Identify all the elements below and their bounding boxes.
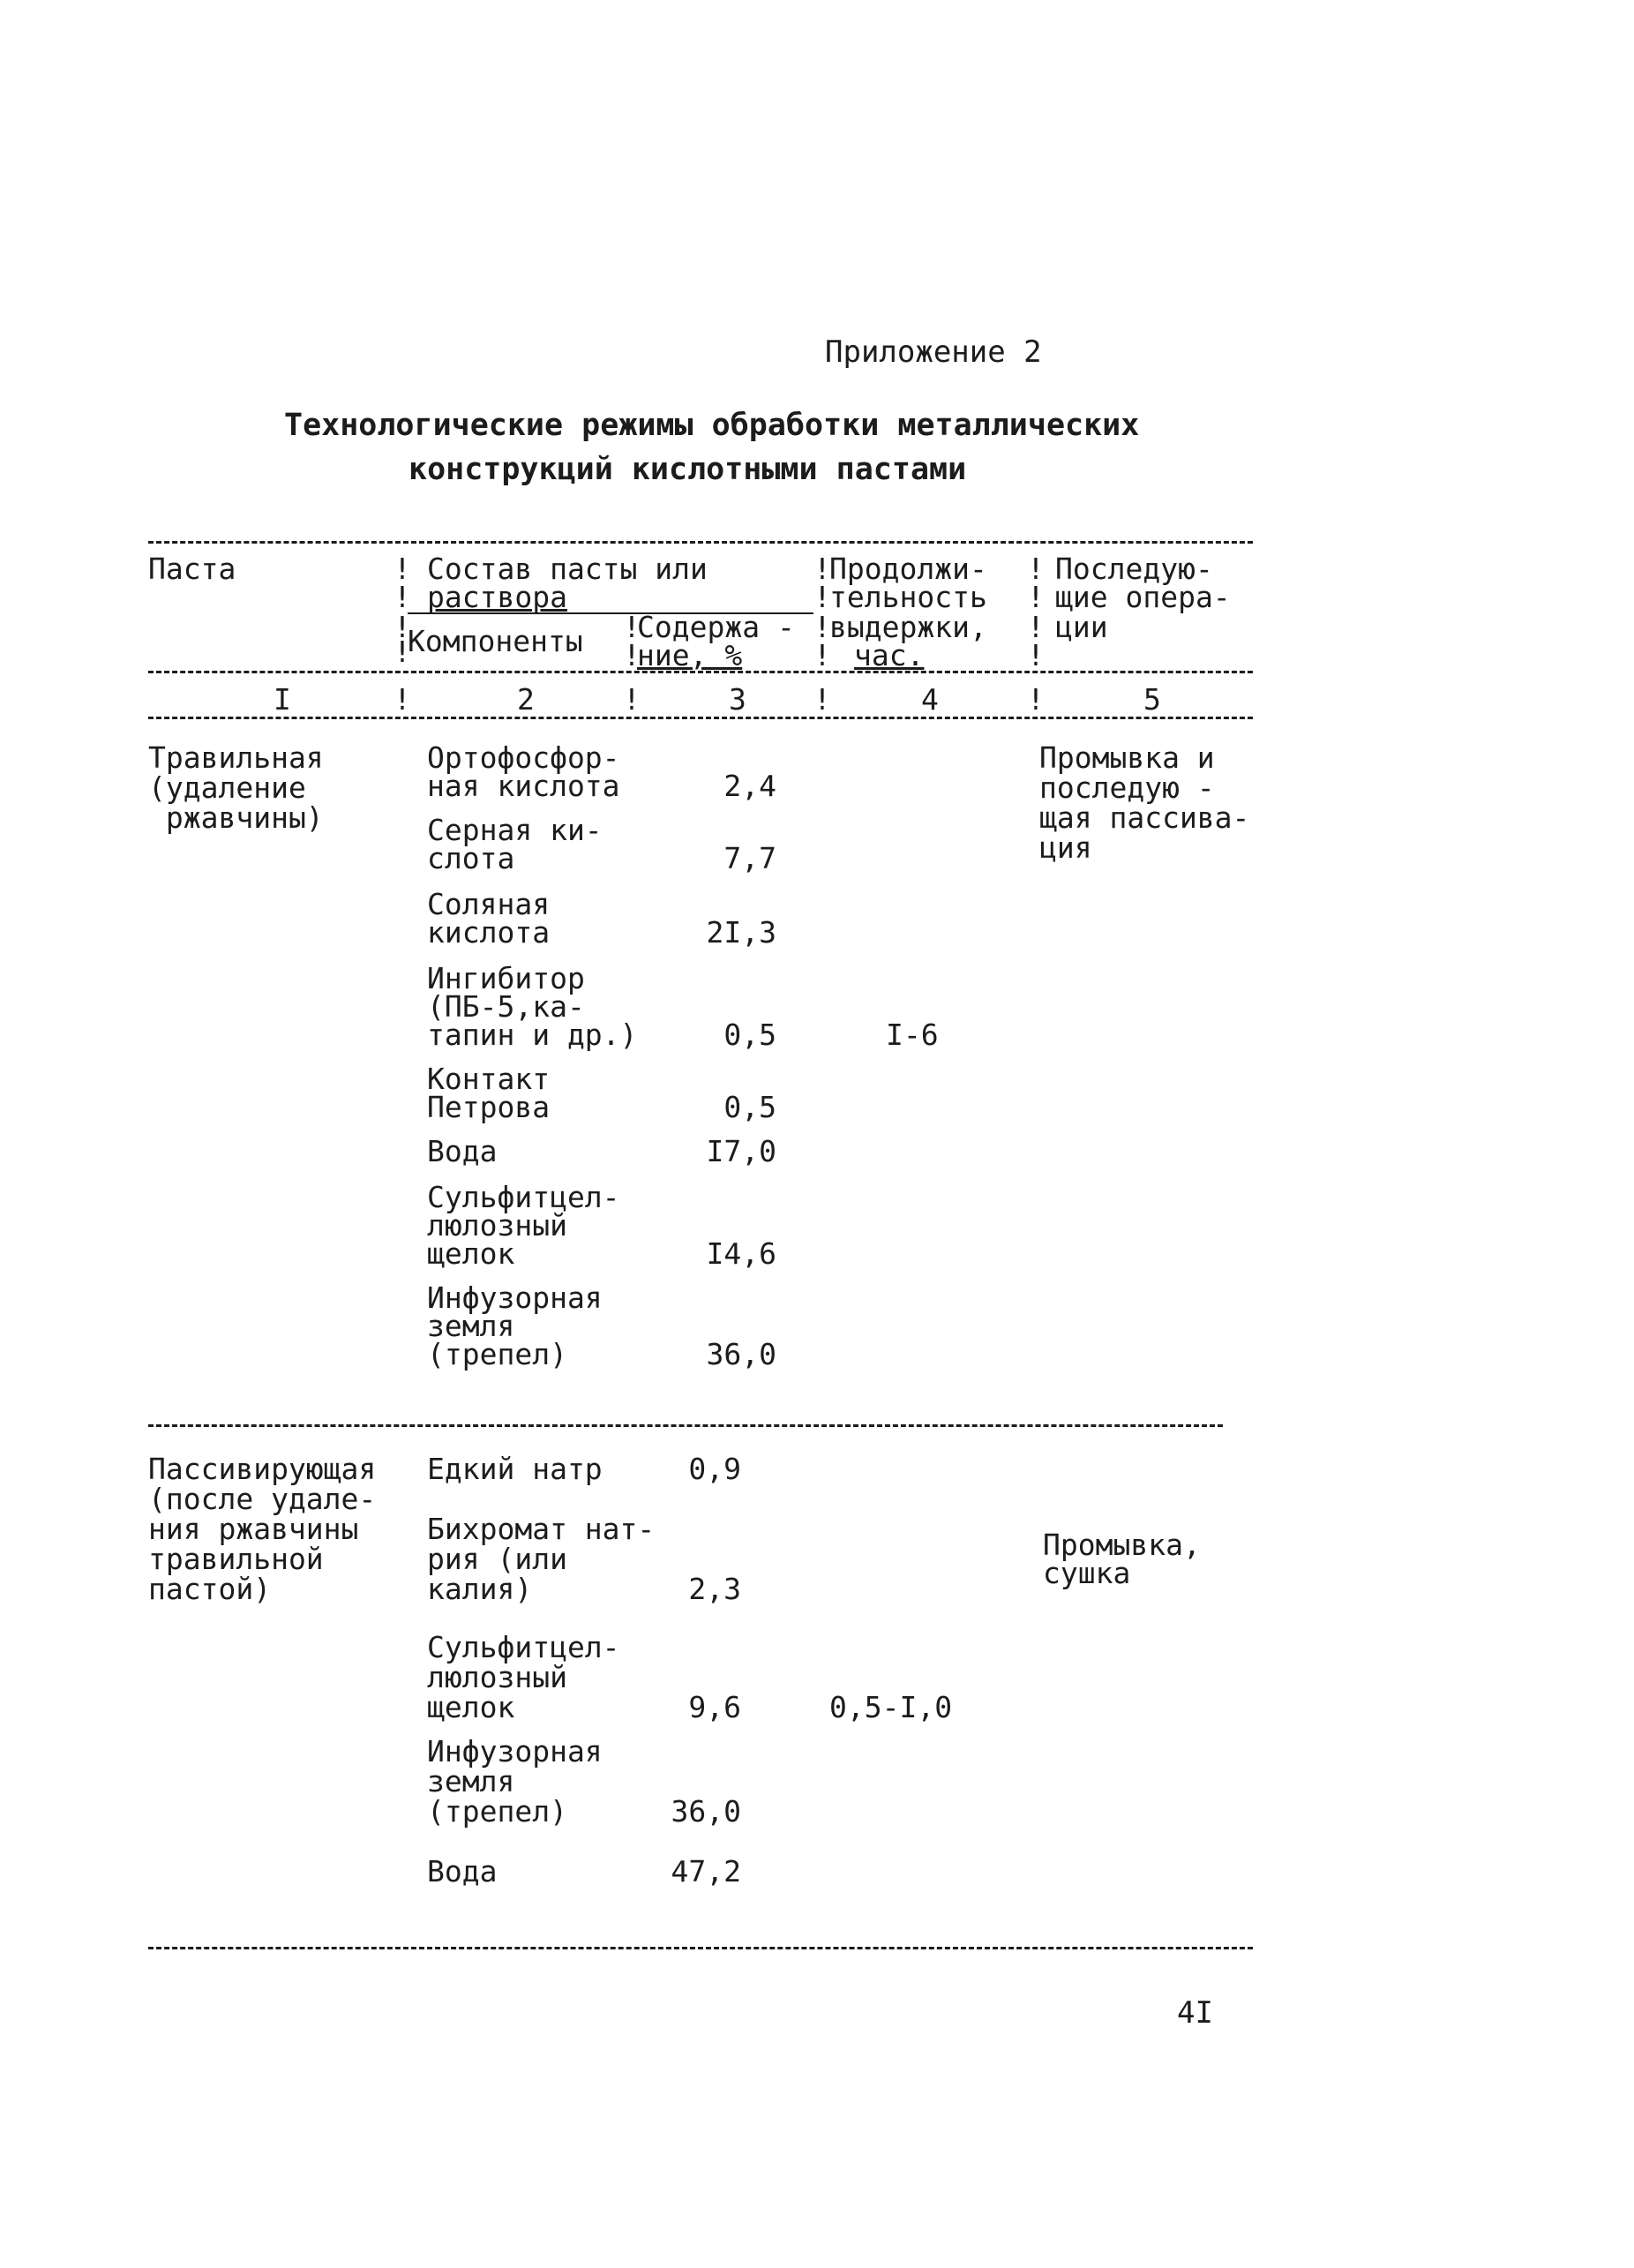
paste-name-line: травильной [148,1542,324,1576]
component-name: Серная ки- [427,813,603,847]
component-name: Вода [427,1854,498,1889]
sep: ! [394,635,411,669]
component-name: калия) [427,1572,533,1606]
sep: ! [623,638,641,672]
duration-value: I-6 [886,1018,939,1052]
component-value: 9,6 [688,1690,741,1724]
component-value: I4,6 [706,1236,776,1271]
top-rule [148,541,1253,544]
component-name: тапин и др.) [427,1018,638,1052]
post-ops-line: ция [1039,830,1092,865]
paste-name-line: (удаление [148,770,306,805]
component-name: рия (или [427,1542,567,1576]
component-value: I7,0 [706,1134,776,1168]
component-name: Ортофосфор- [427,740,620,775]
title-line-1: Технологические режимы обработки металлических [284,408,1140,443]
sep: ! [623,610,641,644]
component-name: кислота [427,915,551,950]
col-num-4: 4 [921,682,939,717]
header-duration-3: выдержки, [829,610,987,644]
component-name: Соляная [427,887,551,921]
header-post-2: щие опера- [1055,580,1231,614]
component-name: (трепел) [427,1337,567,1371]
appendix-label: Приложение 2 [825,334,1042,370]
paste-name-line: (после удале- [148,1482,377,1516]
header-rule [148,671,1253,673]
col-num-1: I [274,682,291,717]
sep: ! [1027,580,1045,614]
header-content: Содержа - [637,610,795,644]
component-name: Едкий натр [427,1452,603,1486]
header-post: Последую- [1055,552,1213,586]
header-duration-2: тельность [829,580,987,614]
col-num-5: 5 [1143,682,1161,717]
component-name: Бихромат нат- [427,1512,656,1546]
post-ops-line: сушка [1043,1556,1131,1590]
sep: ! [394,610,411,644]
component-name: Сульфитцел- [427,1630,620,1664]
paste-name-line: пастой) [148,1572,272,1606]
component-name: щелок [427,1236,515,1271]
page-number: 4I [1177,1995,1213,2031]
header-duration-4: час. [854,638,925,672]
component-value: 47,2 [671,1854,741,1889]
component-value: 7,7 [723,841,776,875]
header-components: Компоненты [408,624,583,658]
component-value: 2,3 [688,1572,741,1606]
post-ops-line: Промывка, [1043,1528,1201,1562]
sep: ! [1027,638,1045,672]
title-line-2: конструкций кислотными пастами [408,452,967,487]
col-num-3: 3 [729,682,746,717]
post-ops-line: щая пассива- [1039,800,1250,835]
col-num-2: 2 [517,682,535,717]
group-separator [148,1424,1223,1427]
component-value: 36,0 [671,1794,741,1829]
sep: ! [813,552,831,586]
component-name: слота [427,841,515,875]
post-ops-line: последую - [1039,770,1215,805]
paste-name-line: ржавчины) [148,800,324,835]
sep: ! [813,682,831,717]
component-value: 2I,3 [706,915,776,950]
header-content-2: ние, % [637,638,743,672]
component-value: 0,9 [688,1452,741,1486]
component-value: 36,0 [706,1337,776,1371]
header-duration: Продолжи- [829,552,987,586]
sep: ! [394,682,411,717]
component-value: 0,5 [723,1090,776,1124]
header-composition: Состав пасты или [427,552,708,586]
component-name: (ПБ-5,ка- [427,989,585,1024]
post-ops-line: Промывка и [1039,740,1215,775]
component-value: 0,5 [723,1018,776,1052]
header-bottom-rule [148,717,1253,719]
sep: ! [1027,682,1045,717]
sep: ! [813,580,831,614]
component-name: люлозный [427,1660,567,1694]
component-name: Петрова [427,1090,551,1124]
sep: ! [813,610,831,644]
paste-name-line: Пассивирующая [148,1452,377,1486]
component-name: Ингибитор [427,961,585,995]
component-name: Инфузорная [427,1280,603,1315]
sep: ! [813,638,831,672]
component-name: Контакт [427,1062,551,1096]
paste-name-line: ния ржавчины [148,1512,359,1546]
sep: ! [1027,610,1045,644]
sep: ! [1027,552,1045,586]
component-name: Сульфитцел- [427,1180,620,1214]
sep: ! [394,552,411,586]
sep: ! [623,682,641,717]
header-post-3: ции [1055,610,1108,644]
header-composition-2: раствора [427,580,567,614]
component-name: ная кислота [427,769,620,803]
component-name: земля [427,1309,515,1343]
component-name: земля [427,1764,515,1799]
component-name: (трепел) [427,1794,567,1829]
component-value: 2,4 [723,769,776,803]
sep: ! [394,580,411,614]
header-paste: Паста [148,552,236,586]
duration-value: 0,5-I,0 [829,1690,953,1724]
paste-name-line: Травильная [148,740,324,775]
bottom-rule [148,1947,1253,1949]
component-name: Инфузорная [427,1734,603,1769]
component-name: Вода [427,1134,498,1168]
component-name: люлозный [427,1208,567,1243]
component-name: щелок [427,1690,515,1724]
